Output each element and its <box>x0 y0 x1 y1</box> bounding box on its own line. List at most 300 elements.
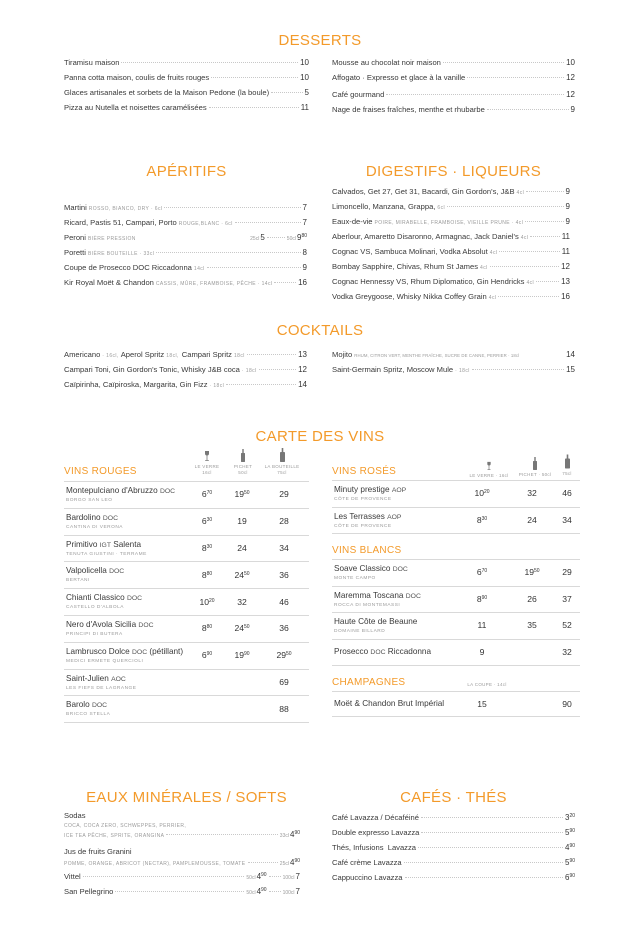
item-detail: 4cl <box>488 295 497 301</box>
wine-appellation: DOC <box>138 622 154 629</box>
volume-label: 100cl <box>282 890 295 896</box>
wine-producer: ROCCA DI MONTEMASSI <box>334 602 401 608</box>
wine-glass-icon <box>486 461 492 471</box>
softs-title: EAUX MINÉRALES / SOFTS <box>86 789 287 806</box>
price-int: 29 <box>562 567 572 578</box>
price-int: 4 <box>289 830 295 839</box>
price-dec: 80 <box>206 570 213 577</box>
wine-name <box>66 540 141 549</box>
item-name: Saint-Germain Spritz, Moscow Mule <box>332 365 454 374</box>
item-name: Mojito <box>332 350 353 359</box>
price-dec: 50 <box>244 570 250 577</box>
price-int: 24 <box>527 514 537 525</box>
menu-item <box>64 203 307 217</box>
price-dec: 30 <box>206 543 213 550</box>
menu-item <box>332 217 570 231</box>
price-int: 8 <box>201 542 207 553</box>
menu-item <box>332 828 575 842</box>
price-int: 32 <box>237 596 247 607</box>
volume-label: 25cl <box>250 236 260 242</box>
price-verre <box>467 620 497 630</box>
wine-producer: MONTE CAMPO <box>334 576 376 581</box>
wine-name <box>66 700 107 709</box>
softs-list <box>64 811 300 903</box>
price-bouteille <box>552 515 582 525</box>
price-int: 10 <box>199 596 209 607</box>
wine-name <box>66 674 126 683</box>
item-detail: BIÈRE BOUTEILLE · 33cl <box>87 251 155 257</box>
item-name: Café crème Lavazza <box>332 858 402 867</box>
menu-item <box>332 232 570 246</box>
cocktails-right <box>332 350 575 382</box>
price-dec: 90 <box>569 828 575 834</box>
wine-label-suffix: Salenta <box>111 539 142 549</box>
digestifs-title: DIGESTIFS · LIQUEURS <box>365 163 542 180</box>
wine-label: Maremma Toscana <box>334 590 404 600</box>
menu-item <box>332 292 570 306</box>
wine-producer: CANTINA DI VERONA <box>66 524 124 530</box>
wine-producer: MEDICI ERMETE QUERCIOLI <box>66 658 144 664</box>
menu-item <box>332 858 575 872</box>
item-price: 9 <box>570 105 575 114</box>
item-price: 14 <box>298 380 307 389</box>
price-pichet <box>227 597 257 607</box>
price-bouteille <box>552 699 582 709</box>
price-int: 10 <box>474 488 484 499</box>
price-int: 4 <box>289 858 295 867</box>
item-detail: RHUM, CITRON VERT, MENTHE FRAÎCHE, SUCRE DE CANNE, PERRIER · 18cl <box>354 353 520 358</box>
bottle-icon <box>279 448 286 462</box>
price-bouteille <box>552 567 582 577</box>
volume-label: 100cl <box>282 875 295 881</box>
wine-label: Prosecco <box>334 646 371 656</box>
section-heading: CHAMPAGNES <box>332 677 406 688</box>
item-detail: · 18cl <box>241 368 257 374</box>
price-dec: 70 <box>481 568 488 575</box>
item-detail: 4cl <box>526 280 535 286</box>
price-dec: 50 <box>244 624 250 631</box>
price-bouteille <box>269 543 299 553</box>
menu-item <box>332 350 575 364</box>
price-verre <box>467 594 497 604</box>
menu-item <box>332 90 575 104</box>
price-int: 19 <box>234 650 244 661</box>
price-dec: 90 <box>481 594 488 601</box>
price-int: 6 <box>201 516 207 527</box>
price-bouteille <box>552 620 582 630</box>
item-name: Aberlour, Amaretto Disaronno, Armagnac, Jack Daniel's <box>332 232 519 241</box>
item-name: Cappuccino Lavazza <box>332 873 403 882</box>
price-pichet <box>227 489 257 499</box>
wine-row <box>64 642 309 669</box>
price-verre <box>192 516 222 526</box>
price-int: 46 <box>562 488 572 499</box>
wine-row <box>332 639 580 666</box>
wine-appellation: DOC <box>109 568 125 576</box>
menu-item <box>64 380 307 394</box>
price-int: 24 <box>234 569 244 580</box>
col-bouteille <box>262 448 302 476</box>
col-volume: 50cl <box>238 470 248 475</box>
price-pichet <box>517 515 547 525</box>
item-name: Vittel <box>64 872 81 881</box>
item-price <box>290 830 300 839</box>
wine-name <box>66 647 183 656</box>
item-price: 15 <box>566 365 575 374</box>
wine-row <box>64 561 309 588</box>
price-verre <box>192 489 222 499</box>
item-price: 12 <box>566 90 575 99</box>
item-name: Café gourmand <box>332 90 385 99</box>
wine-row <box>64 481 309 508</box>
item-name: Caïpirinha, Caïpiroska, Margarita, Gin Fizz <box>64 380 208 389</box>
menu-item <box>332 247 570 261</box>
item-name: Martini <box>64 203 87 212</box>
menu-item <box>64 350 307 364</box>
item-detail: 18cl <box>233 353 245 359</box>
price-dec: 90 <box>261 887 267 893</box>
wine-row <box>64 508 309 535</box>
item-price: 8 <box>302 248 307 257</box>
price-pichet <box>517 620 547 630</box>
cafes-title: CAFÉS · THÉS <box>400 789 507 806</box>
price-int: 34 <box>562 514 572 525</box>
volume-label: 33cl <box>279 833 289 839</box>
wine-label: Chianti Classico <box>66 593 125 603</box>
price-int: 46 <box>279 596 289 607</box>
vins-rouges-section <box>64 448 309 718</box>
col-coupe <box>462 682 512 688</box>
price-verre <box>467 515 497 525</box>
item-price: 5 <box>260 233 265 242</box>
price-int: 6 <box>201 489 207 500</box>
price-int: 9 <box>296 233 302 242</box>
price-bouteille <box>552 647 582 657</box>
wine-producer: BRICCO STELLA <box>66 712 111 718</box>
price-dec: 70 <box>206 490 213 497</box>
item-name: Vodka Greygoose, Whisky Nikka Coffey Grain <box>332 292 487 301</box>
item-detail: 6cl <box>437 205 446 211</box>
price-int: 32 <box>562 646 572 657</box>
item-price: 12 <box>298 365 307 374</box>
wine-name <box>334 617 417 626</box>
item-name: Ricard, Pastis 51, Campari, Porto <box>64 218 177 227</box>
col-pichet <box>228 449 258 476</box>
wine-appellation: DOC <box>126 595 143 603</box>
item-price <box>565 843 575 852</box>
price-bouteille <box>552 594 582 604</box>
item-name: Sodas <box>64 811 86 820</box>
col-label: 75cl <box>562 471 572 476</box>
item-price <box>257 872 267 881</box>
price-dec: 90 <box>261 872 267 878</box>
item-name: Cognac Hennessy VS, Rhum Diplomatico, Gin Hendricks <box>332 277 525 286</box>
section-heading: VINS BLANCS <box>332 545 402 556</box>
price-int: 4 <box>256 872 262 881</box>
wine-name <box>334 591 421 600</box>
col-label: PICHET <box>233 464 253 469</box>
menu-item <box>332 365 575 379</box>
item-price: 7 <box>302 203 307 212</box>
item-name: Campari Spritz <box>181 350 232 359</box>
item-price <box>565 858 575 867</box>
desserts-title: DESSERTS <box>278 32 362 49</box>
item-name: Kir Royal Moët & Chandon <box>64 278 154 287</box>
price-int: 4 <box>564 843 570 852</box>
item-detail: 4cl <box>489 250 498 256</box>
item-price: 14 <box>566 350 575 359</box>
wine-name <box>66 593 142 602</box>
wine-producer: CÔTE DE PROVENCE <box>334 523 392 529</box>
item-name: Limoncello, Manzana, Grappa, <box>332 202 436 211</box>
col-pichet <box>515 457 555 478</box>
price-pichet <box>517 488 547 498</box>
desserts-left <box>64 58 309 118</box>
wine-name <box>334 647 431 656</box>
item-price <box>565 873 575 882</box>
price-dec: 50 <box>534 568 540 575</box>
col-volume: 75cl <box>277 470 287 475</box>
wine-label: Soave Classico <box>334 564 391 573</box>
item-detail: CASSIS, MÛRE, FRAMBOISE, PÊCHE · 14cl <box>155 281 273 287</box>
menu-item <box>332 202 570 216</box>
price-bouteille <box>269 516 299 526</box>
price-dec: 20 <box>484 489 490 496</box>
col-label: LE VERRE <box>194 464 220 469</box>
price-verre <box>192 650 222 660</box>
price-bouteille <box>269 623 299 633</box>
wine-appellation: DOC <box>102 514 118 522</box>
item-name: Aperol Spritz <box>120 350 165 359</box>
wine-appellation: DOC <box>132 648 148 656</box>
price-verre <box>467 699 497 709</box>
item-name: Glaces artisanales et sorbets de la Maison Pedone (la boule) <box>64 88 270 97</box>
menu-item <box>332 73 575 87</box>
price-int: 8 <box>476 514 482 525</box>
wine-label: Haute Côte de Beaune <box>334 617 418 626</box>
col-label: LA BOUTEILLE <box>264 464 300 469</box>
price-int: 19 <box>237 516 247 527</box>
price-pichet <box>227 543 257 553</box>
wine-row <box>64 535 309 562</box>
menu-item <box>64 58 309 72</box>
price-int: 36 <box>279 569 289 580</box>
price-pichet <box>517 594 547 604</box>
wine-appellation: AOP <box>391 487 407 494</box>
price-int: 88 <box>279 703 289 714</box>
item-detail: BIÈRE PRESSION <box>87 236 136 242</box>
wine-name <box>334 512 401 521</box>
price-int: 69 <box>279 676 289 687</box>
price-bouteille <box>269 704 299 714</box>
col-verre <box>192 450 222 476</box>
desserts-right <box>332 58 575 120</box>
price-bouteille <box>269 650 299 660</box>
volume-label: 25cl <box>279 861 289 867</box>
item-name: Cognac VS, Sambuca Molinari, Vodka Absolut <box>332 247 488 256</box>
item-detail: · 18cl <box>209 383 225 389</box>
price-int: 3 <box>564 813 570 822</box>
item-name: Affogato · Expresso et glace à la vanille <box>332 73 466 82</box>
item-price: 13 <box>561 277 570 286</box>
cocktails-title: COCKTAILS <box>276 322 364 339</box>
menu-item <box>332 843 575 857</box>
aperitifs-title: APÉRITIFS <box>146 163 227 180</box>
price-dec: 80 <box>301 233 307 239</box>
wine-label-suffix: (pétillant) <box>147 646 184 656</box>
price-verre <box>467 647 497 657</box>
price-dec: 30 <box>481 515 488 522</box>
menu-item <box>64 365 307 379</box>
wine-label: Saint-Julien <box>66 673 109 683</box>
wine-label: Barolo <box>66 700 90 710</box>
price-verre <box>192 570 222 580</box>
wine-producer: DOMAINE BILLARD <box>334 629 386 634</box>
menu-item <box>332 277 570 291</box>
wine-name <box>334 485 406 494</box>
item-price <box>297 233 307 242</box>
item-detail: ICE TEA PÊCHE, SPRITE, ORANGINA <box>64 833 165 839</box>
item-name: Poretti <box>64 248 86 257</box>
wine-appellation: DOC <box>370 648 386 656</box>
menu-item <box>64 263 307 277</box>
price-bouteille <box>269 597 299 607</box>
wine-row <box>64 669 309 696</box>
wine-producer: PRINCIPI DI BUTERA <box>66 632 123 637</box>
price-dec: 30 <box>206 517 213 524</box>
wine-appellation: DOC <box>392 566 408 573</box>
wine-label: Minuty prestige <box>334 485 390 494</box>
aperitifs-list <box>64 203 307 295</box>
price-int: 5 <box>564 828 570 837</box>
wine-row <box>332 559 580 586</box>
menu-item <box>64 278 307 292</box>
item-detail: 4cl <box>520 235 529 241</box>
item-price: 10 <box>566 58 575 67</box>
cafes-list <box>332 813 575 889</box>
item-price: 7 <box>295 872 300 881</box>
menu-item <box>64 248 307 262</box>
price-dec: 90 <box>244 651 250 658</box>
price-verre <box>467 488 497 498</box>
menu-item <box>332 262 570 276</box>
price-int: 28 <box>279 516 289 527</box>
item-name: Coupe de Prosecco DOC Riccadonna <box>64 263 192 272</box>
wine-label: Moët & Chandon Brut Impérial <box>334 698 445 708</box>
price-verre <box>192 623 222 633</box>
wine-row <box>64 588 309 615</box>
item-name: Jus de fruits Granini <box>64 847 132 856</box>
wine-label: Nero d'Avola Sicilia <box>66 620 137 629</box>
price-verre <box>467 567 497 577</box>
price-dec: 90 <box>294 858 300 864</box>
item-price <box>257 887 267 896</box>
divider <box>332 665 580 666</box>
item-name: Double expresso Lavazza <box>332 828 420 837</box>
menu-item <box>64 103 309 117</box>
price-bouteille <box>269 677 299 687</box>
wine-row <box>332 612 580 639</box>
wine-producer: BORGO SAN LEO <box>66 498 113 503</box>
wine-name <box>334 699 444 708</box>
price-int: 11 <box>477 620 487 631</box>
item-price: 9 <box>565 217 570 226</box>
vins-roses-section <box>332 448 580 718</box>
wine-appellation: AOC <box>111 675 126 683</box>
price-dec: 90 <box>294 830 300 836</box>
section-heading: VINS ROSÉS <box>332 466 397 477</box>
menu-item <box>332 105 575 119</box>
price-dec: 90 <box>569 873 575 879</box>
price-int: 90 <box>562 698 572 709</box>
wine-name <box>66 486 175 495</box>
volume-label: 50cl <box>286 236 296 242</box>
item-price: 10 <box>300 73 309 82</box>
col-label: LE VERRE · 16cl <box>469 473 509 478</box>
wine-name <box>66 513 118 522</box>
price-int: 24 <box>234 623 244 634</box>
wine-appellation: DOC <box>405 592 421 600</box>
item-price: 10 <box>300 58 309 67</box>
divider <box>332 716 580 717</box>
item-price: 11 <box>561 232 570 241</box>
wine-producer: CÔTE DE PROVENCE <box>334 497 392 502</box>
wine-producer: LES FIEFS DE LAGRANGE <box>66 685 137 691</box>
item-name: Pizza au Nutella et noisettes caramélisées <box>64 103 207 112</box>
price-int: 37 <box>562 593 572 604</box>
price-pichet <box>227 650 257 660</box>
wine-label: Bardolino <box>66 512 101 522</box>
col-volume: 16cl <box>202 470 212 475</box>
menu-item <box>332 873 575 887</box>
price-int: 6 <box>564 873 570 882</box>
carafe-icon <box>532 457 538 470</box>
wine-row <box>332 507 580 534</box>
item-name: Café Lavazza / Décaféiné <box>332 813 419 822</box>
item-name: Eaux-de-vie <box>332 217 373 226</box>
wine-appellation: DOC <box>91 702 108 710</box>
item-price: 7 <box>295 887 300 896</box>
price-dec: 90 <box>569 843 575 849</box>
price-int: 19 <box>524 567 534 578</box>
item-price: 12 <box>566 73 575 82</box>
price-dec: 80 <box>206 624 213 631</box>
item-detail: 4cl <box>516 190 525 196</box>
price-int: 8 <box>201 569 207 580</box>
price-int: 34 <box>279 542 289 553</box>
item-name: San Pellegrino <box>64 887 114 896</box>
item-price: 9 <box>565 202 570 211</box>
item-price: 11 <box>561 247 570 256</box>
price-dec: 20 <box>209 597 215 604</box>
wine-label: Montepulciano d'Abruzzo <box>66 486 158 495</box>
wine-appellation: AOP <box>387 513 402 521</box>
item-price: 7 <box>302 218 307 227</box>
price-int: 35 <box>527 620 537 631</box>
menu-item <box>64 88 309 102</box>
item-detail: ROUGE,BLANC · 6cl <box>178 221 233 227</box>
item-price: 5 <box>304 88 309 97</box>
digestifs-list <box>332 187 570 309</box>
item-name: Thés, Infusions Lavazza <box>332 843 416 852</box>
item-price: 9 <box>565 187 570 196</box>
col-bouteille <box>557 454 577 477</box>
divider <box>332 533 580 534</box>
wine-glass-icon <box>204 450 210 462</box>
wine-name <box>334 564 408 573</box>
menu-item-detail <box>64 858 300 872</box>
item-detail: · 16cl, <box>102 353 119 359</box>
